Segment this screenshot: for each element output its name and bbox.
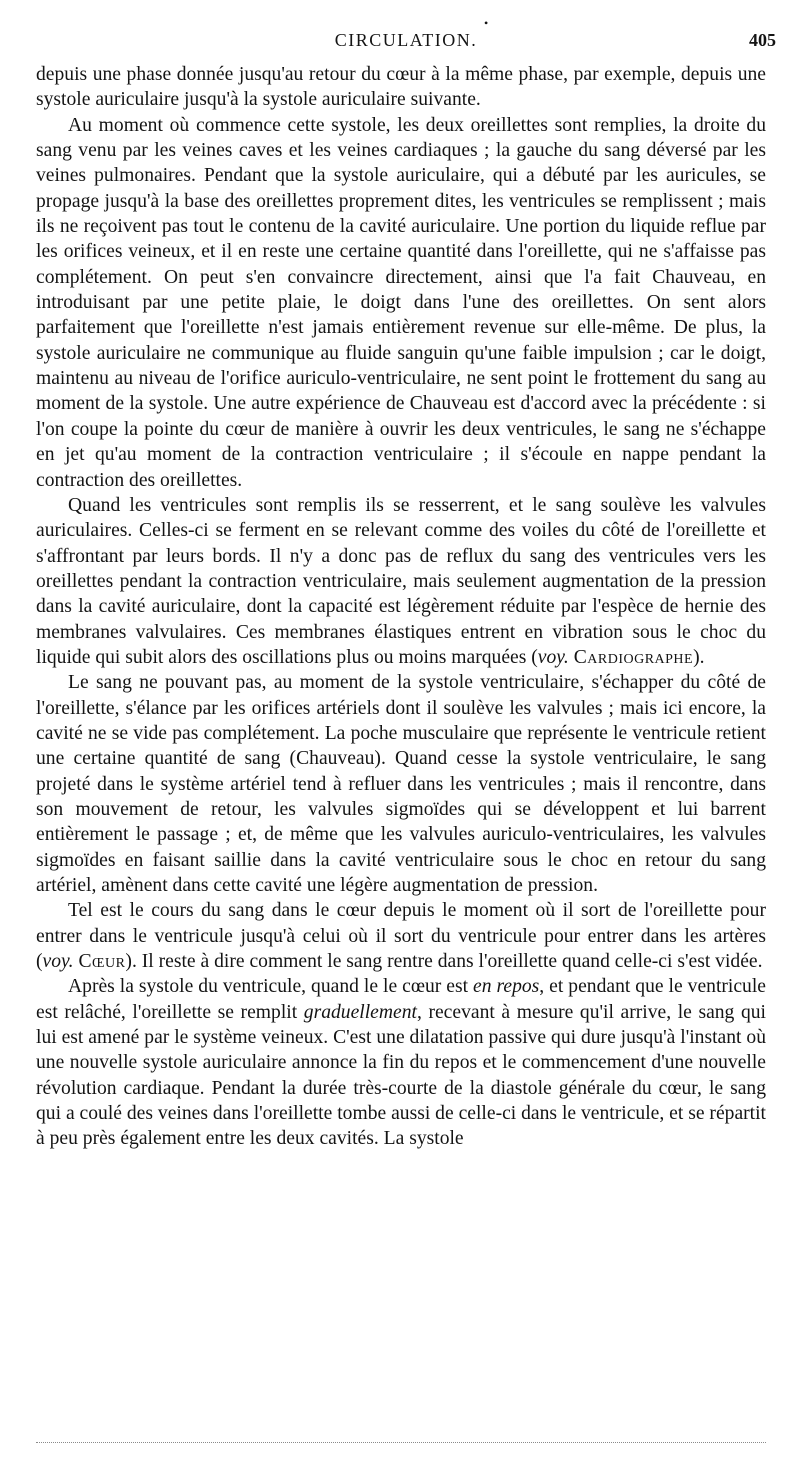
cross-reference-voy: voy. (42, 951, 74, 973)
cross-reference-coeur: Cœur (78, 951, 126, 973)
emphasis-graduellement: graduellement (303, 1001, 417, 1023)
chapter-title: CIRCULATION. (334, 30, 478, 50)
paragraph-text: Après la systole du ventricule, quand le le cœur est (68, 976, 474, 998)
paragraph-text: Quand les ventricules sont remplis ils se resserrent, et le sang soulève les valvules auriculaires. Celles-ci se ferment en se relevant comme des voiles du côté de l'oreillette et s'affrontant par leurs bords. Il n'y a donc pas de reflux du sang des ventricules vers les oreillettes pendant la contraction ventriculaire, mais seulement augmentation de la pression dans la cavité auriculaire, dont la capacité est légèrement réduite par l'espèce de hernie des membranes valvulaires. Ces membranes élastiques entrent en vibration sous le choc du liquide qui subit alors des oscillations plus ou moins marquées ( (36, 494, 766, 668)
paragraph-text: ). Il reste à dire comment le sang rentre dans l'oreillette quand celle-ci s'est vidée. (125, 951, 763, 973)
paragraph-text: , recevant à mesure qu'il arrive, le sang qui lui est amené par le système veineux. C'est une dilatation passive qui dure jusqu'à l'instant où une nouvelle systole auriculaire annonce la fin du repos et le commencement d'une nouvelle révolution cardiaque. Pendant la durée très-courte de la diastole générale du cœur, le sang qui a coulé des veines dans l'oreillette tombe aussi de celle-ci dans le ventricule, et se répartit à peu près également entre les deux cavités. La systole (36, 1001, 766, 1150)
scan-footer-rule (36, 1442, 766, 1443)
paragraph-text: Tel est le cours du sang dans le cœur depuis le moment où il sort de l'oreillette pour entrer dans le ventricule jusqu'à celui où il sort du ventricule pour entrer dans les artères ( (36, 900, 766, 973)
paragraph-systole-auriculaire: Au moment où commence cette systole, les deux oreillettes sont remplies, la droite du sang venu par les veines caves et les veines cardiaques ; la gauche du sang déversé par les veines pulmonaires. Pendant que la systole auriculaire, qui a débuté par les auricules, se propage jusqu'à la base des oreillettes proprement dites, les ventricules se remplissent ; mais ils ne reçoivent pas tout le contenu de la cavité auriculaire. Une portion du liquide reflue par les orifices veineux, et il en reste une certaine quantité dans l'oreillette, qui ne s'affaisse pas complétement. On peut s'en convaincre directement, ainsi que l'a fait Chauveau, en introduisant par une petite plaie, le doigt dans l'une des oreillettes. On sent alors parfaitement que l'oreillette n'est jamais entièrement revenue sur elle-même. De plus, la systole auriculaire ne communique au fluide sanguin qu'une faible impulsion ; car le doigt, maintenu au niveau de l'orifice auriculo-ventriculaire, ne sent point le frottement du sang au moment de la systole. Une autre expérience de Chauveau est d'accord avec la précédente : si l'on coupe la pointe du cœur de manière à ouvrir les deux ventricules, le sang ne s'échappe en jet qu'au moment de la contraction ventriculaire ; il s'écoule en nappe pendant la contraction des oreillettes. (36, 114, 766, 491)
paragraph-ventricules (36, 493, 766, 670)
body-text (36, 62, 766, 1152)
paragraph-continuation: depuis une phase donnée jusqu'au retour du cœur à la même phase, par exemple, depuis une systole auriculaire jusqu'à la systole auriculaire suivante. (36, 64, 766, 111)
cross-reference-cardiographe: Cardiographe (573, 646, 694, 668)
page-number: 405 (749, 30, 776, 50)
paragraph-cours-du-sang (36, 898, 766, 974)
paragraph-text: , et pendant que le ventricule est relâché, l'oreillette se remplit (36, 976, 766, 1023)
cross-reference-voy: voy. (537, 646, 569, 668)
paragraph-repos (36, 974, 766, 1151)
printer-mark: • (484, 16, 489, 30)
emphasis-en-repos: en repos (473, 976, 540, 998)
running-head (36, 16, 776, 54)
paragraph-text: ). (693, 646, 705, 668)
paragraph-systole-ventriculaire: Le sang ne pouvant pas, au moment de la systole ventriculaire, s'échapper du côté de l'oreillette, s'élance par les orifices artériels dont il soulève les valvules ; mais ici encore, la cavité ne se vide pas complétement. La poche musculaire que représente le ventricule retient une certaine quantité de sang (Chauveau). Quand cesse la systole ventriculaire, le sang projeté dans le système artériel tend à refluer dans les ventricules ; mais il rencontre, dans son mouvement de retour, les valvules sigmoïdes qui se développent et lui barrent entièrement le passage ; et, de même que les valvules auriculo-ventriculaires, les valvules sigmoïdes en faisant saillie dans la cavité ventriculaire sous le choc en retour du sang artériel, amènent dans cette cavité une légère augmentation de pression. (36, 672, 766, 896)
